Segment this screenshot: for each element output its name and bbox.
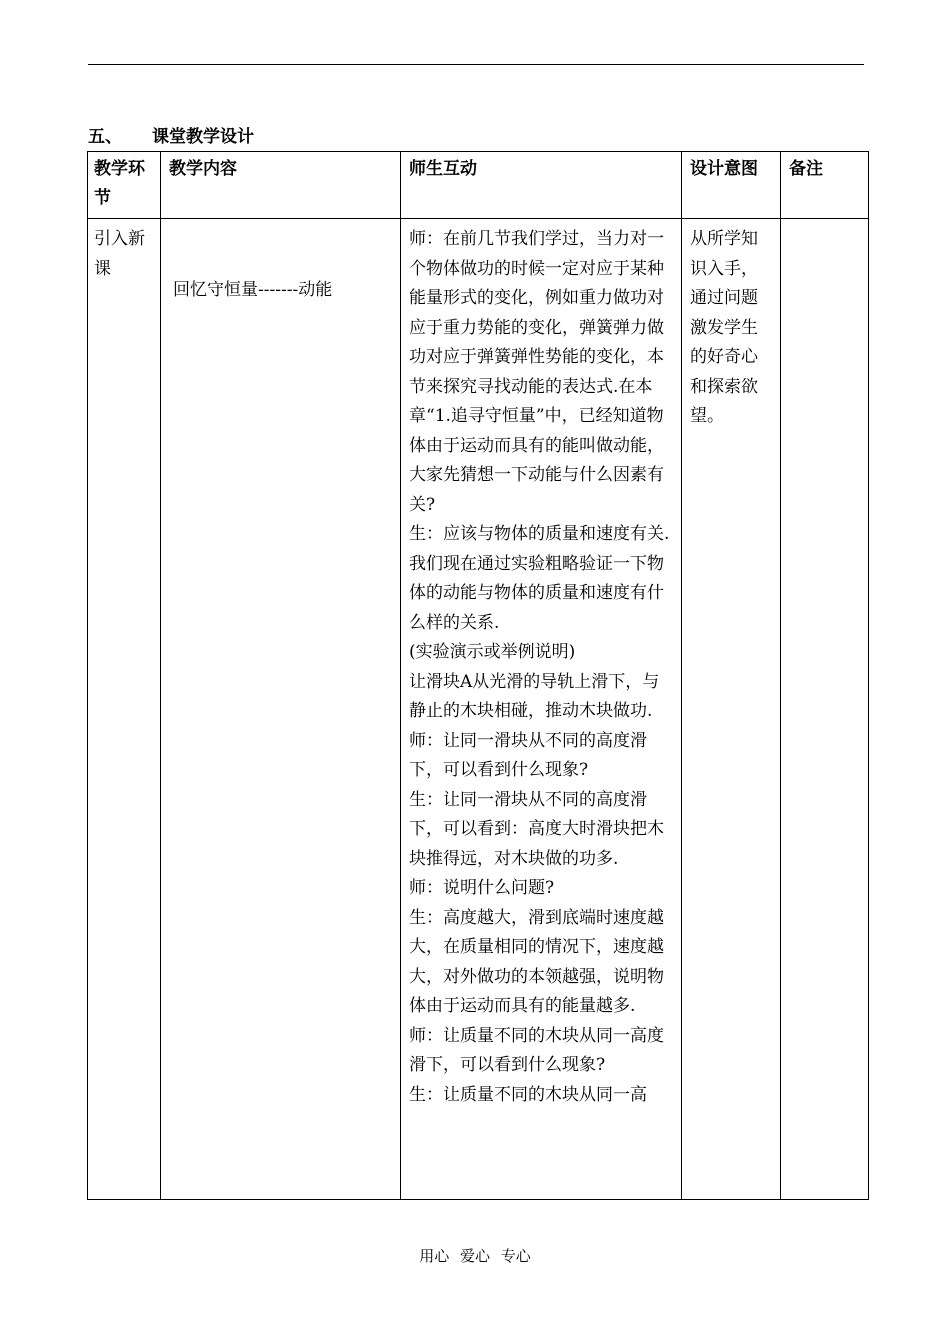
interaction-line: 师：说明什么问题? bbox=[409, 878, 555, 898]
interaction-line: 师：让质量不同的木块从同一高度滑下，可以看到什么现象? bbox=[409, 1025, 664, 1075]
cell-remarks bbox=[781, 219, 869, 1200]
interaction-line: 生：高度越大，滑到底端时速度越大，在质量相同的情况下，速度越大，对外做功的本领越强，说明物体由于运动而具有的能量越多. bbox=[409, 907, 664, 1016]
cell-stage bbox=[88, 219, 161, 1200]
header-intent: 设计意图 bbox=[682, 152, 781, 219]
header-interaction: 师生互动 bbox=[401, 152, 682, 219]
table-row bbox=[88, 219, 869, 1200]
intent-text: 从所学知识入手，通过问题激发学生的好奇心和探索欲望。 bbox=[690, 229, 758, 426]
interaction-line: 师：让同一滑块从不同的高度滑下，可以看到什么现象? bbox=[409, 730, 647, 780]
table-header-row bbox=[88, 152, 869, 219]
cell-intent bbox=[682, 219, 781, 1200]
cell-interaction bbox=[401, 219, 682, 1200]
page-footer: 用心 爱心 专心 bbox=[419, 1247, 531, 1265]
section-number: 五、 bbox=[88, 127, 122, 147]
header-remarks: 备注 bbox=[781, 152, 869, 219]
cell-content bbox=[161, 219, 401, 1200]
interaction-text bbox=[401, 219, 681, 1110]
interaction-line: 我们现在通过实验粗略验证一下物体的动能与物体的质量和速度有什么样的关系. bbox=[409, 553, 664, 633]
lesson-design-table bbox=[87, 151, 869, 1200]
interaction-line: 生：让质量不同的木块从同一高 bbox=[409, 1084, 647, 1105]
section-title: 课堂教学设计 bbox=[152, 127, 254, 147]
header-content: 教学内容 bbox=[161, 152, 401, 219]
interaction-line: (实验演示或举例说明) bbox=[409, 642, 576, 662]
remarks-text bbox=[781, 219, 868, 225]
interaction-line: 生：应该与物体的质量和速度有关. bbox=[409, 524, 670, 544]
header-rule bbox=[88, 64, 864, 65]
header-stage: 教学环节 bbox=[88, 152, 161, 219]
stage-text: 引入新课 bbox=[94, 229, 145, 279]
interaction-line: 让滑块A从光滑的导轨上滑下，与静止的木块相碰，推动木块做功. bbox=[409, 671, 660, 721]
section-heading bbox=[88, 126, 254, 148]
content-text: 回忆守恒量-------动能 bbox=[173, 280, 333, 300]
interaction-line: 生：让同一滑块从不同的高度滑下，可以看到：高度大时滑块把木块推得远，对木块做的功多. bbox=[409, 789, 664, 869]
interaction-line: 师：在前几节我们学过，当力对一个物体做功的时候一定对应于某种能量形式的变化，例如重力做功对应于重力势能的变化，弹簧弹力做功对应于弹簧弹性势能的变化，本节来探究寻找动能的表达式.在本章“1.追寻守恒量”中，已经知道物体由于运动而具有的能叫做动能，大家先猜想一下动能与什么因素有关? bbox=[409, 229, 664, 515]
